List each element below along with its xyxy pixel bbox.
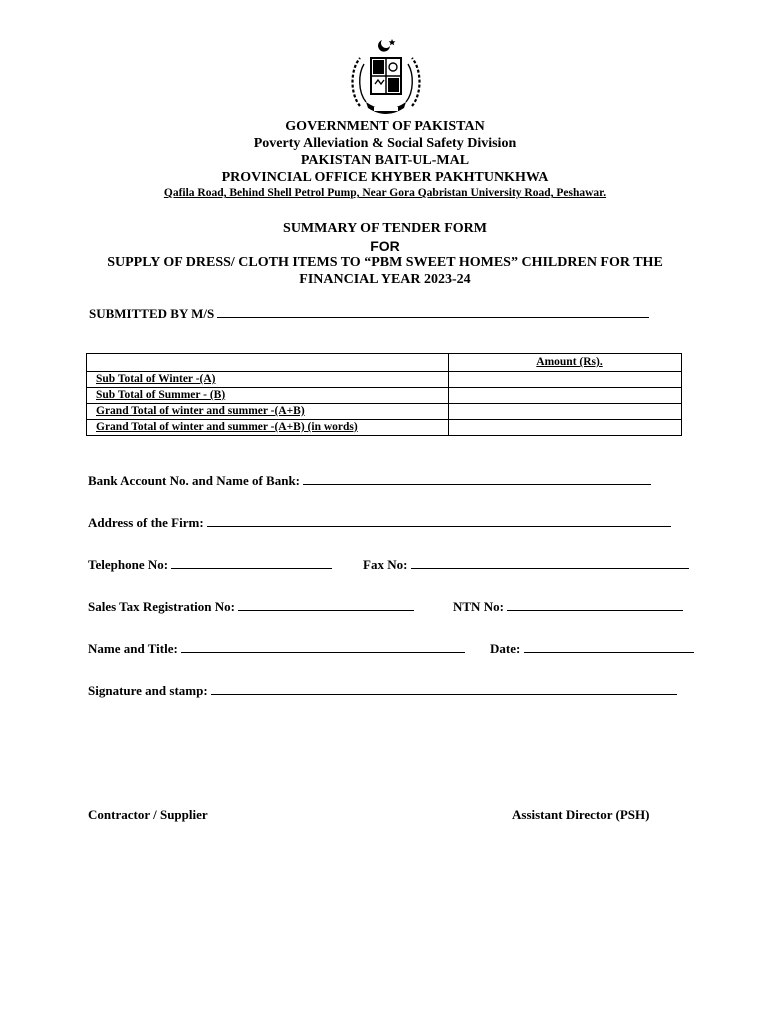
bank-field[interactable] [303,472,651,485]
header-government: GOVERNMENT OF PAKISTAN [285,119,485,134]
address-label: Address of the Firm: [88,515,204,530]
signature-label: Signature and stamp: [88,683,208,698]
amount-cell[interactable] [449,404,682,420]
title-summary: SUMMARY OF TENDER FORM [283,221,487,236]
telephone-row [88,556,332,573]
telephone-label: Telephone No: [88,557,169,572]
header-address: Qafila Road, Behind Shell Petrol Pump, Near Gora Qabristan University Road, Peshawar. [163,187,607,199]
table-row [87,372,682,388]
ntn-row [453,598,683,615]
row-label: Sub Total of Winter -(A) [87,372,449,388]
header-bait-ul-mal: PAKISTAN BAIT-UL-MAL [300,153,470,168]
row-label: Grand Total of winter and summer -(A+B) (in words) [87,420,449,436]
submitted-by-line[interactable] [217,305,649,318]
title-for: FOR [370,238,400,254]
sales-tax-label: Sales Tax Registration No: [88,599,235,614]
ntn-field[interactable] [507,598,683,611]
summary-table [86,353,682,436]
assistant-director-signatory: Assistant Director (PSH) [512,807,650,822]
row-label: Grand Total of winter and summer -(A+B) [87,404,449,420]
signature-field[interactable] [211,682,677,695]
table-row [87,420,682,436]
title-financial-year: FINANCIAL YEAR 2023-24 [299,272,471,287]
telephone-field[interactable] [171,556,332,569]
header-provincial-office: PROVINCIAL OFFICE KHYBER PAKHTUNKHWA [221,170,549,185]
table-header-blank [87,354,449,372]
header-division: Poverty Alleviation & Social Safety Division [253,136,517,151]
amount-cell[interactable] [449,420,682,436]
table-row [87,404,682,420]
table-row [87,388,682,404]
name-title-row [88,640,465,657]
amount-header: Amount (Rs). [449,354,682,372]
table-header-row [87,354,682,372]
sales-tax-row [88,598,414,615]
address-row [88,514,671,531]
sales-tax-field[interactable] [238,598,414,611]
contractor-signatory: Contractor / Supplier [88,807,208,822]
state-emblem-icon [344,36,428,120]
date-label: Date: [490,641,521,656]
bank-label: Bank Account No. and Name of Bank: [88,473,301,488]
amount-cell[interactable] [449,388,682,404]
ntn-label: NTN No: [453,599,504,614]
submitted-by-row [89,305,649,322]
bank-row [88,472,651,489]
address-field[interactable] [207,514,671,527]
amount-cell[interactable] [449,372,682,388]
name-title-label: Name and Title: [88,641,178,656]
fax-row [363,556,689,573]
date-field[interactable] [524,640,694,653]
name-title-field[interactable] [181,640,465,653]
signature-row [88,682,677,699]
fax-label: Fax No: [363,557,408,572]
fax-field[interactable] [411,556,689,569]
submitted-by-label: SUBMITTED BY M/S [89,306,215,321]
title-supply: SUPPLY OF DRESS/ CLOTH ITEMS TO “PBM SWEET HOMES” CHILDREN FOR THE [107,255,663,270]
date-row [490,640,694,657]
row-label: Sub Total of Summer - (B) [87,388,449,404]
